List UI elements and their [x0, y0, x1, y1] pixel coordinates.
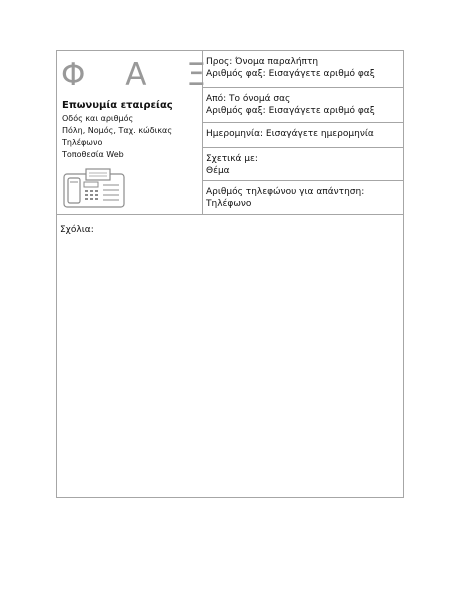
- date-field[interactable]: Ημερομηνία: Εισαγάγετε ημερομηνία: [206, 129, 374, 139]
- from-field[interactable]: Από: Το όνομά σας: [206, 94, 291, 104]
- regarding-label: Σχετικά με:: [206, 154, 258, 164]
- company-website: Τοποθεσία Web: [62, 150, 124, 159]
- header-section: [57, 51, 403, 215]
- from-row: [203, 88, 403, 123]
- comments-label: Σχόλια:: [60, 225, 94, 235]
- reply-phone-row: [203, 181, 403, 215]
- regarding-row: [203, 148, 403, 181]
- regarding-field[interactable]: Θέμα: [206, 166, 230, 176]
- company-phone: Τηλέφωνο: [62, 138, 103, 147]
- to-field[interactable]: Προς: Όνομα παραλήπτη: [206, 57, 319, 67]
- reply-phone-field[interactable]: Τηλέφωνο: [206, 199, 252, 209]
- recipient-panel: [203, 51, 403, 214]
- company-name: Επωνυμία εταιρείας: [62, 100, 173, 111]
- company-city: Πόλη, Νομός, Ταχ. κώδικας: [62, 126, 173, 135]
- date-row: [203, 123, 403, 148]
- reply-phone-label: Αριθμός τηλεφώνου για απάντηση:: [206, 187, 365, 197]
- to-fax-field[interactable]: Αριθμός φαξ: Εισαγάγετε αριθμό φαξ: [206, 69, 375, 79]
- fax-cover-sheet: [56, 50, 404, 498]
- to-row: [203, 51, 403, 88]
- fax-machine-icon: [62, 167, 126, 209]
- company-street: Οδός και αριθμός: [62, 114, 134, 123]
- from-fax-field[interactable]: Αριθμός φαξ: Εισαγάγετε αριθμό φαξ: [206, 106, 375, 116]
- fax-title: Φ Α Ξ: [61, 57, 221, 93]
